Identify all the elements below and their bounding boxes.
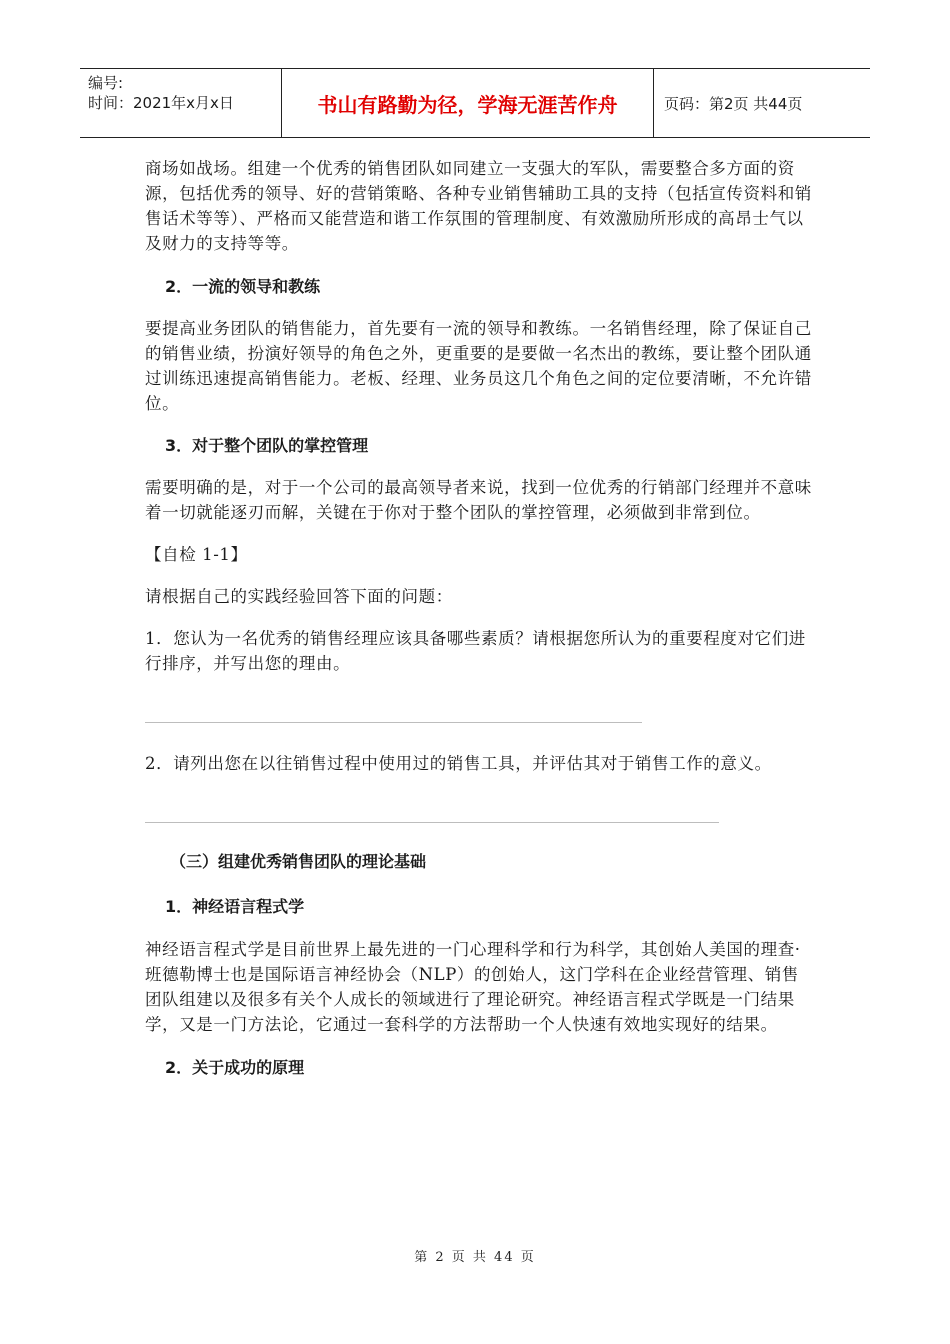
page-footer: 第 2 页 共 44 页 bbox=[414, 1250, 536, 1265]
header-page-info: 页码：第2页 共44页 bbox=[664, 94, 803, 113]
section-heading-theory: （三）组建优秀销售团队的理论基础 bbox=[170, 852, 427, 871]
document-body bbox=[145, 156, 815, 1080]
self-check-prompt: 请根据自己的实践经验回答下面的问题： bbox=[145, 587, 453, 606]
heading-team-control: 3．对于整个团队的掌控管理 bbox=[165, 436, 369, 455]
paragraph-leadership: 要提高业务团队的销售能力，首先要有一流的领导和教练。一名销售经理，除了保证自己的销售业绩，扮演好领导的角色之外，更重要的是要做一名杰出的教练，要让整个团队通过训练迅速提高销售能力。老板、经理、业务员这几个角色之间的定位要清晰，不允许错位。 bbox=[145, 319, 812, 413]
paragraph-team-control: 需要明确的是，对于一个公司的最高领导者来说，找到一位优秀的行销部门经理并不意味着一切就能逐刃而解，关键在于你对于整个团队的掌控管理，必须做到非常到位。 bbox=[145, 478, 812, 522]
question-1: 1．您认为一名优秀的销售经理应该具备哪些素质？请根据您所认为的重要程度对它们进行排序，并写出您的理由。 bbox=[145, 629, 806, 673]
header-motto: 书山有路勤为径，学海无涯苦作舟 bbox=[282, 69, 654, 137]
header-meta bbox=[80, 69, 282, 137]
paragraph-intro: 商场如战场。组建一个优秀的销售团队如同建立一支强大的军队，需要整合多方面的资源，包括优秀的领导、好的营销策略、各种专业销售辅助工具的支持（包括宣传资料和销售话术等等）、严格而又能营造和谐工作氛围的管理制度、有效激励所形成的高昂士气以及财力的支持等等。 bbox=[145, 159, 812, 253]
self-check-title: 【自检 1-1】 bbox=[145, 545, 248, 564]
heading-success-principle: 2．关于成功的原理 bbox=[165, 1058, 305, 1077]
time-label: 时间：2021年x月x日 bbox=[88, 94, 234, 112]
heading-leadership: 2．一流的领导和教练 bbox=[165, 277, 321, 296]
paragraph-nlp: 神经语言程式学是目前世界上最先进的一门心理科学和行为科学，其创始人美国的理查·班德勒博士也是国际语言神经协会（NLP）的创始人，这门学科在企业经营管理、销售团队组建以及很多有关个人成长的领域进行了理论研究。神经语言程式学既是一门结果学，又是一门方法论，它通过一套科学的方法帮助一个人快速有效地实现好的结果。 bbox=[145, 940, 801, 1034]
heading-nlp: 1．神经语言程式学 bbox=[165, 897, 305, 916]
question-2: 2．请列出您在以往销售过程中使用过的销售工具，并评估其对于销售工作的意义。 bbox=[145, 754, 772, 773]
page-header bbox=[80, 68, 870, 138]
number-label: 编号: bbox=[88, 74, 124, 92]
